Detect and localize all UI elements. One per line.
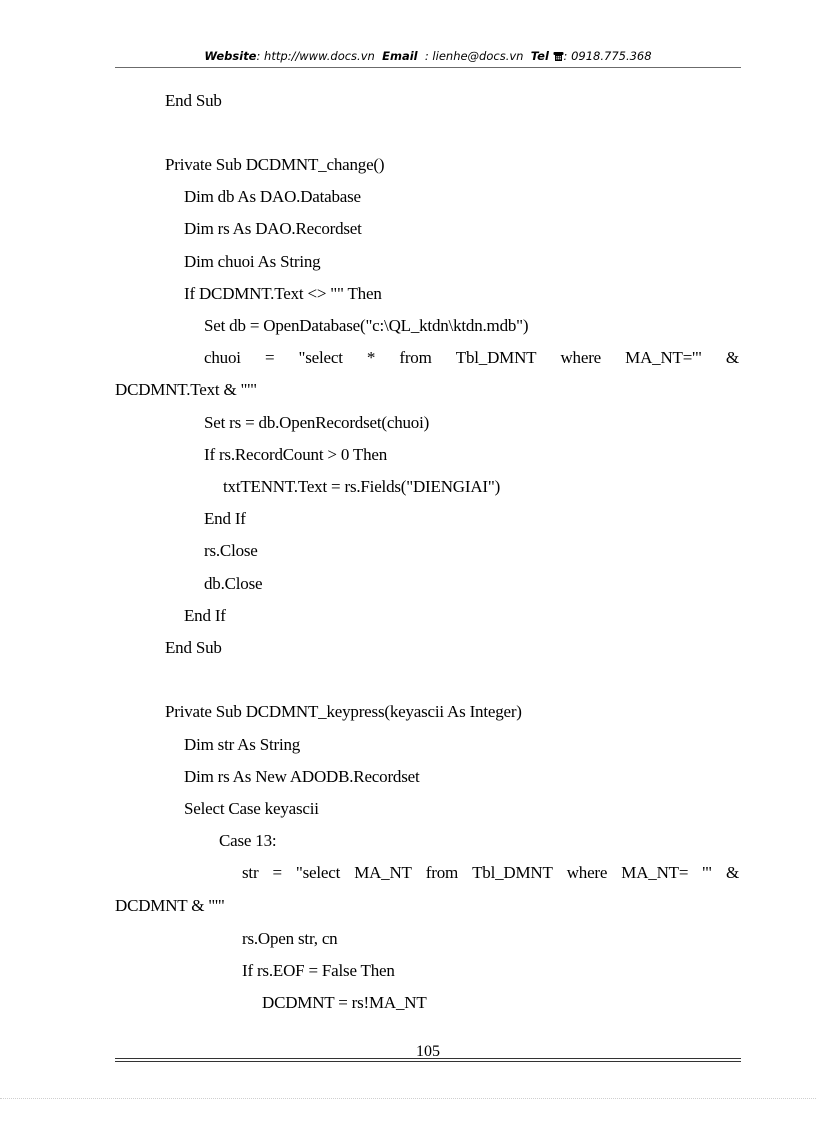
code-line: Dim rs As DAO.Recordset [184, 219, 362, 238]
code-line: Select Case keyascii [184, 799, 319, 818]
code-line: Set rs = db.OpenRecordset(chuoi) [204, 413, 430, 432]
code-line: txtTENNT.Text = rs.Fields("DIENGIAI") [223, 477, 501, 496]
code-line: End If [184, 606, 226, 625]
code-word: "select [298, 348, 343, 367]
code-word: from [399, 348, 432, 367]
code-word: str [242, 863, 259, 882]
code-line: DCDMNT = rs!MA_NT [262, 993, 427, 1012]
code-word: MA_NT='" [625, 348, 702, 367]
code-line: Dim db As DAO.Database [184, 187, 361, 206]
page-number: 105 [416, 1043, 440, 1060]
code-word: where [566, 863, 608, 882]
code-word: Tbl_DMNT [455, 348, 537, 367]
website-label: Website [204, 49, 257, 63]
code-line: End Sub [165, 638, 222, 657]
code-line: End If [204, 509, 246, 528]
code-word: chuoi [204, 348, 241, 367]
code-line: Dim str As String [184, 735, 301, 754]
code-word: = [272, 863, 282, 882]
page-bottom-dots [0, 1098, 816, 1099]
code-line: Dim rs As New ADODB.Recordset [184, 767, 420, 786]
code-word: MA_NT= [621, 863, 689, 882]
code-line: db.Close [204, 574, 263, 593]
code-word: where [560, 348, 602, 367]
tel-label: Tel [530, 49, 549, 63]
code-line: Private Sub DCDMNT_change() [165, 155, 385, 174]
website-value: : http://www.docs.vn [256, 49, 375, 63]
code-word: & [725, 863, 739, 882]
code-line-justified [204, 347, 739, 369]
code-word: MA_NT [354, 863, 412, 882]
code-line: rs.Close [204, 541, 258, 560]
email-value: : lienhe@docs.vn [424, 49, 524, 63]
code-line: Dim chuoi As String [184, 252, 321, 271]
code-line: If DCDMNT.Text <> "" Then [184, 284, 382, 303]
code-line: Case 13: [219, 831, 277, 850]
code-line-justified [242, 862, 739, 884]
code-line: End Sub [165, 91, 222, 110]
code-word: '" [702, 863, 712, 882]
tel-value: : 0918.775.368 [563, 49, 652, 63]
code-word: "select [295, 863, 341, 882]
code-word: * [366, 348, 376, 367]
code-line: If rs.RecordCount > 0 Then [204, 445, 388, 464]
footer-rule [115, 1061, 741, 1062]
code-line: DCDMNT.Text & "'" [115, 380, 257, 399]
code-line: Set db = OpenDatabase("c:\QL_ktdn\ktdn.mdb") [204, 316, 529, 335]
code-line: DCDMNT & "'" [115, 896, 225, 915]
code-word: Tbl_DMNT [472, 863, 553, 882]
code-word: & [725, 348, 739, 367]
page-footer [115, 1041, 741, 1065]
code-word: from [425, 863, 459, 882]
email-label: Email [382, 49, 418, 63]
code-line: If rs.EOF = False Then [242, 961, 395, 980]
footer-rule [115, 1058, 741, 1059]
code-word: = [264, 348, 275, 367]
code-line: rs.Open str, cn [242, 929, 338, 948]
code-line: Private Sub DCDMNT_keypress(keyascii As Integer) [165, 702, 522, 721]
